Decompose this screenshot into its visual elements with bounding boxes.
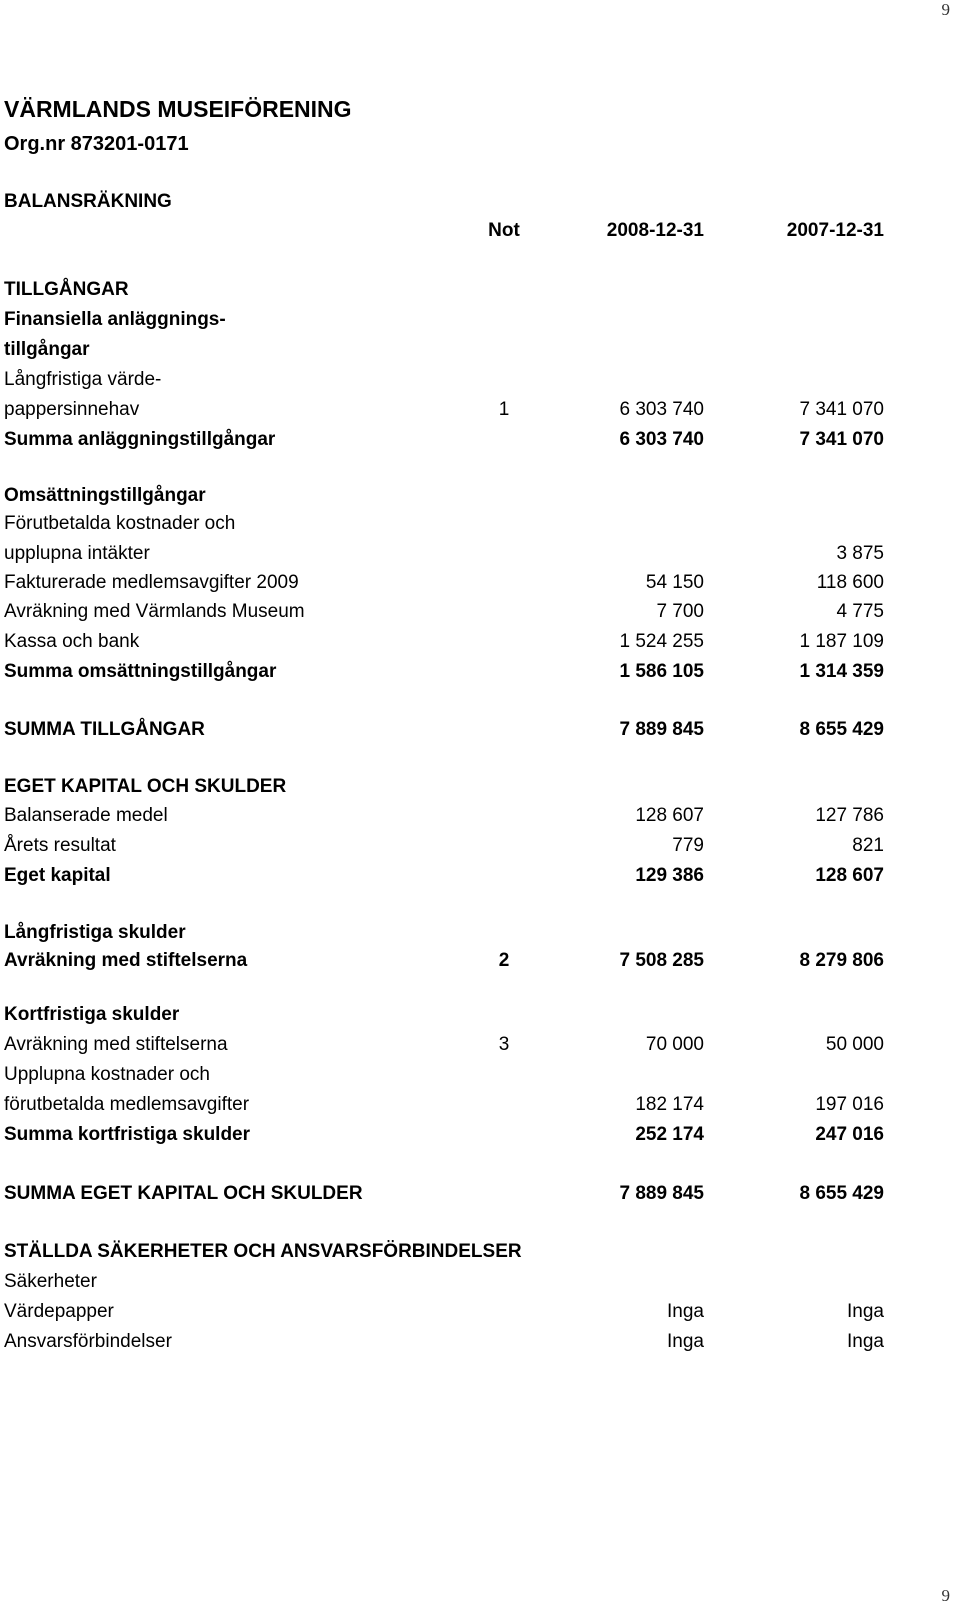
row-label: Summa anläggningstillgångar <box>4 429 276 450</box>
row-label: Summa kortfristiga skulder <box>4 1124 251 1145</box>
page-number-top: 9 <box>941 0 950 19</box>
row-label: Värdepapper <box>4 1301 114 1322</box>
row-value-2008: 1 586 105 <box>619 661 704 682</box>
row-label: tillgångar <box>4 339 90 360</box>
row-value-2007: 8 655 429 <box>799 719 884 740</box>
row-value-2007: 8 655 429 <box>799 1183 884 1204</box>
row-value-2007: 247 016 <box>815 1124 884 1145</box>
row-note: 2 <box>498 950 510 971</box>
row-value-2007: 197 016 <box>815 1094 884 1115</box>
row-label: Eget kapital <box>4 865 111 886</box>
row-label: Långfristiga skulder <box>4 922 186 943</box>
row-label: Fakturerade medlemsavgifter 2009 <box>4 572 299 593</box>
row-value-2008: 7 700 <box>656 601 704 622</box>
row-label: Avräkning med Värmlands Museum <box>4 601 305 622</box>
row-label: Långfristiga värde- <box>4 369 162 390</box>
row-value-2008: Inga <box>667 1301 704 1322</box>
row-value-2008: 182 174 <box>635 1094 704 1115</box>
row-label: upplupna intäkter <box>4 543 150 564</box>
org-name: VÄRMLANDS MUSEIFÖRENING <box>4 96 352 122</box>
row-label: EGET KAPITAL OCH SKULDER <box>4 776 287 797</box>
row-value-2008: 252 174 <box>635 1124 704 1145</box>
row-note: 3 <box>498 1034 510 1055</box>
statement-title: BALANSRÄKNING <box>4 191 172 212</box>
row-value-2008: 7 508 285 <box>619 950 704 971</box>
row-value-2007: 7 341 070 <box>799 399 884 420</box>
row-label: Ansvarsförbindelser <box>4 1331 172 1352</box>
row-label: SUMMA TILLGÅNGAR <box>4 719 205 740</box>
row-value-2008: Inga <box>667 1331 704 1352</box>
row-label: Upplupna kostnader och <box>4 1064 210 1085</box>
row-value-2007: 118 600 <box>816 572 884 593</box>
row-value-2008: 7 889 845 <box>619 1183 704 1204</box>
row-label: Kassa och bank <box>4 631 140 652</box>
row-value-2007: 128 607 <box>815 865 884 886</box>
row-label: Förutbetalda kostnader och <box>4 513 236 534</box>
row-value-2007: Inga <box>847 1301 884 1322</box>
row-label: Säkerheter <box>4 1271 97 1292</box>
row-label: TILLGÅNGAR <box>4 279 129 300</box>
column-header-note: Not <box>488 220 520 241</box>
row-note: 1 <box>498 399 510 420</box>
row-label: Avräkning med stiftelserna <box>4 950 248 971</box>
row-label: Balanserade medel <box>4 805 168 826</box>
row-value-2008: 1 524 255 <box>619 631 704 652</box>
row-value-2007: 4 775 <box>836 601 884 622</box>
row-value-2008: 779 <box>672 835 704 856</box>
row-label: Omsättningstillgångar <box>4 485 206 506</box>
row-value-2007: 127 786 <box>815 805 884 826</box>
row-value-2008: 7 889 845 <box>619 719 704 740</box>
row-label: Årets resultat <box>4 835 116 856</box>
row-value-2008: 129 386 <box>635 865 704 886</box>
row-value-2007: 3 875 <box>836 543 884 564</box>
row-value-2008: 54 150 <box>645 572 704 593</box>
row-label: förutbetalda medlemsavgifter <box>4 1094 250 1115</box>
row-value-2008: 6 303 740 <box>619 399 704 420</box>
row-value-2007: 821 <box>852 835 884 856</box>
row-label: Avräkning med stiftelserna <box>4 1034 228 1055</box>
row-value-2007: 7 341 070 <box>799 429 884 450</box>
column-header-2007: 2007-12-31 <box>786 220 884 241</box>
row-value-2007: 1 187 109 <box>799 631 884 652</box>
row-label: Kortfristiga skulder <box>4 1004 180 1025</box>
row-label: Summa omsättningstillgångar <box>4 661 277 682</box>
row-value-2008: 70 000 <box>645 1034 704 1055</box>
row-label: STÄLLDA SÄKERHETER OCH ANSVARSFÖRBINDELSER <box>4 1241 522 1262</box>
page-number-bottom: 9 <box>941 1586 950 1605</box>
org-number: Org.nr 873201-0171 <box>4 133 189 155</box>
row-value-2007: 50 000 <box>825 1034 884 1055</box>
row-label: SUMMA EGET KAPITAL OCH SKULDER <box>4 1183 363 1204</box>
row-label: Finansiella anläggnings- <box>4 309 226 330</box>
row-value-2007: Inga <box>847 1331 884 1352</box>
row-value-2007: 8 279 806 <box>799 950 884 971</box>
row-value-2008: 128 607 <box>635 805 704 826</box>
column-header-2008: 2008-12-31 <box>606 220 704 241</box>
row-label: pappersinnehav <box>4 399 140 420</box>
row-value-2007: 1 314 359 <box>799 661 884 682</box>
row-value-2008: 6 303 740 <box>619 429 704 450</box>
